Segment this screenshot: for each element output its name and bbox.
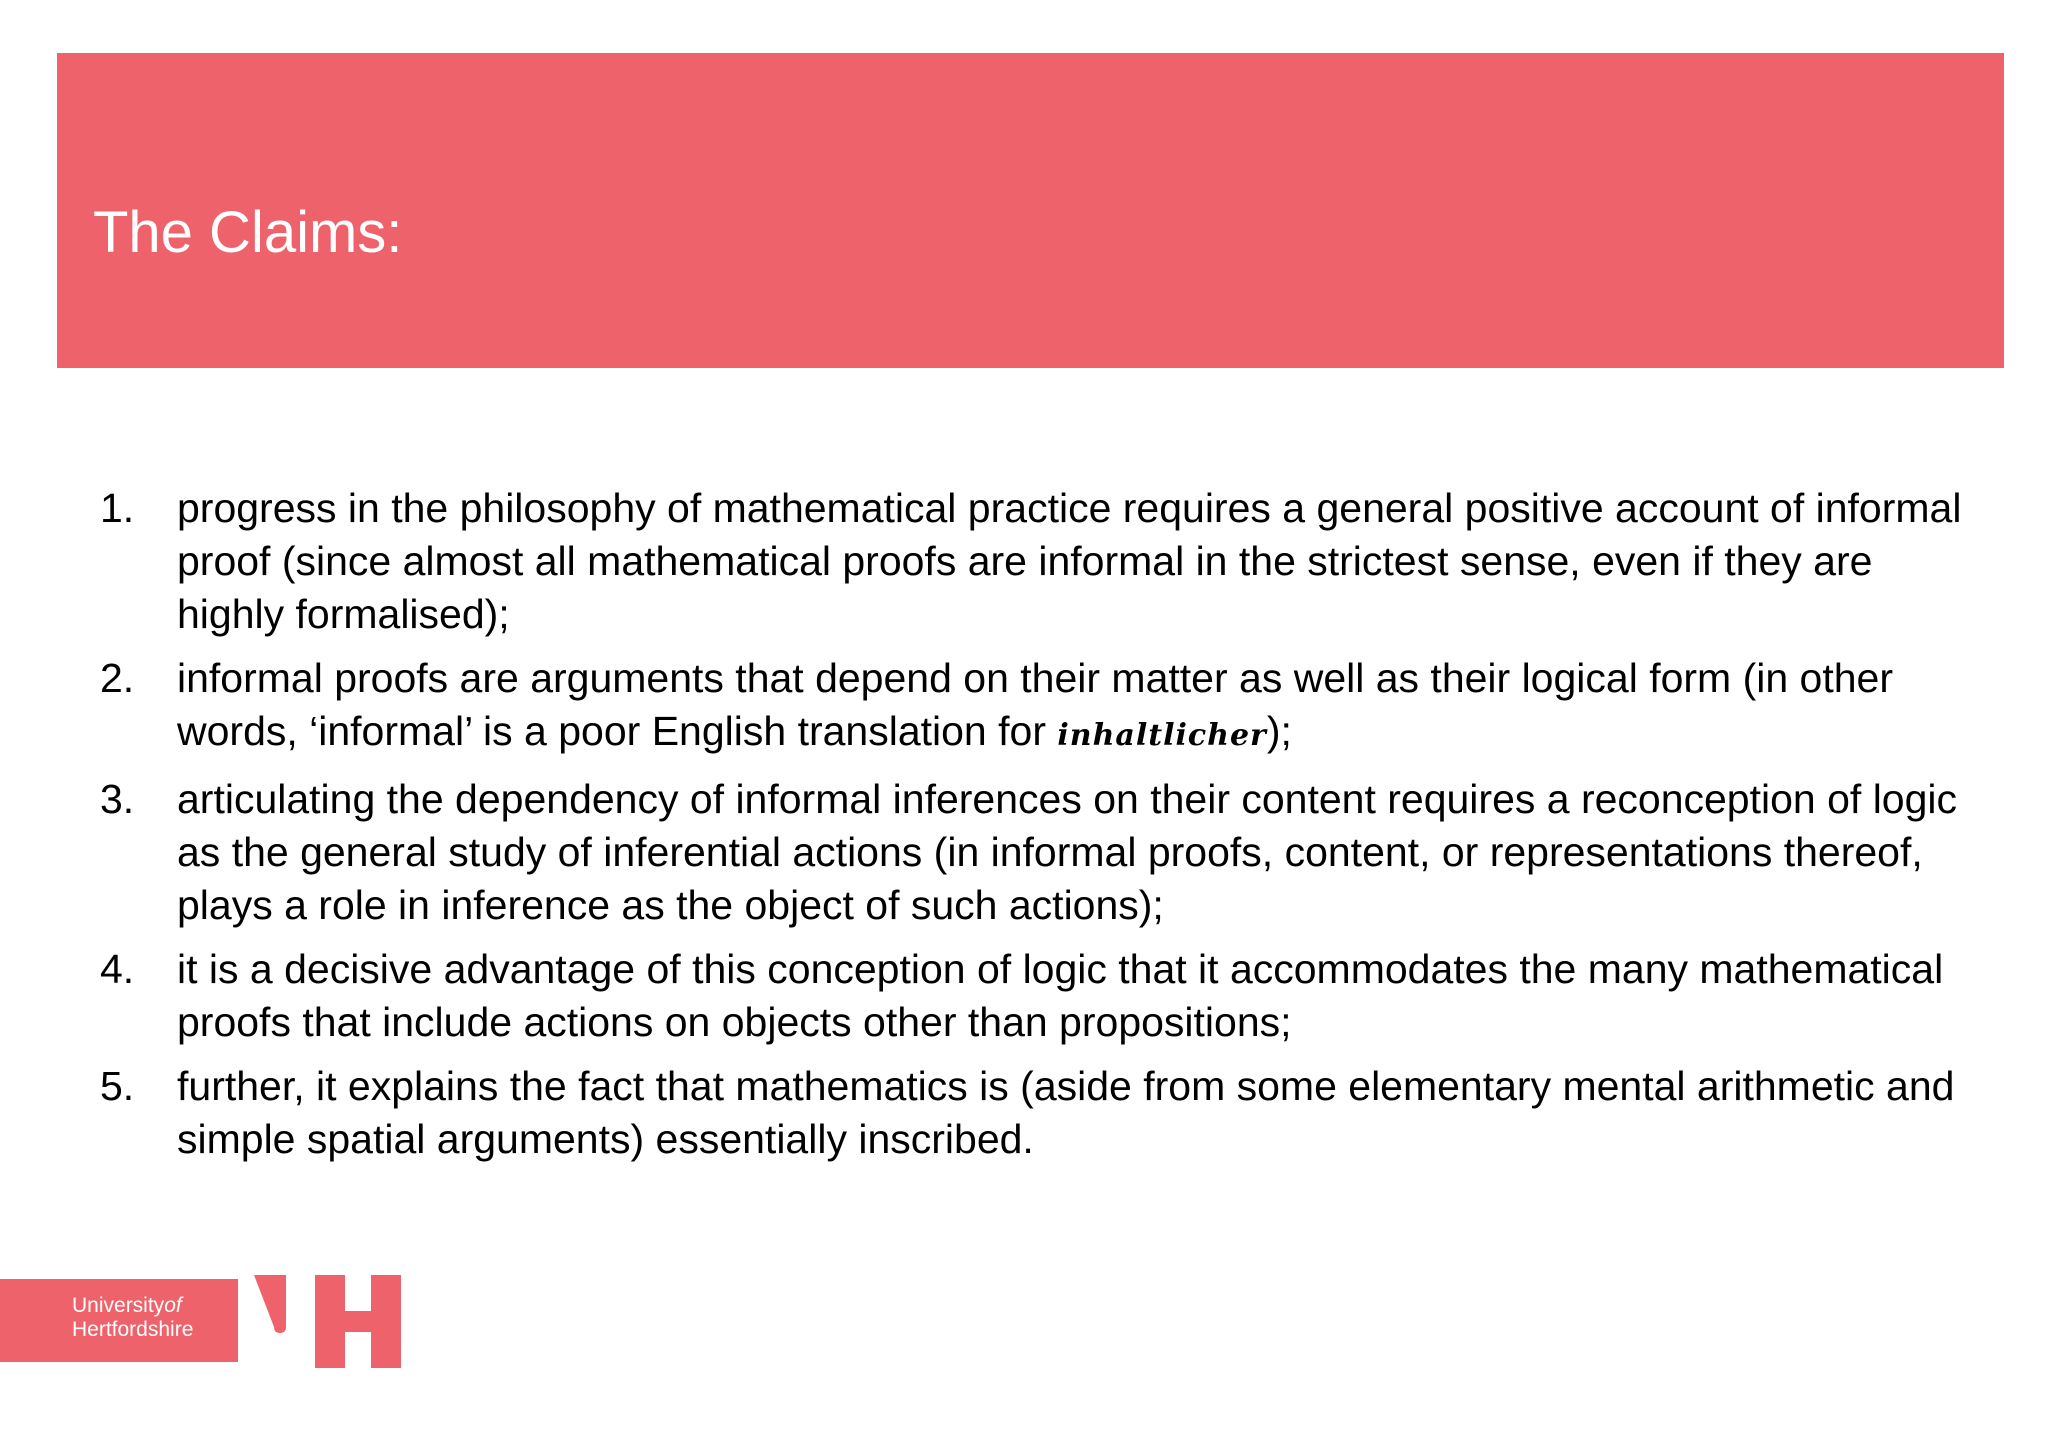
claim-item-3 bbox=[100, 773, 1980, 932]
claims-list bbox=[100, 482, 1980, 1177]
claim-text: informal proofs are arguments that depend on their matter as well as their logical form (in other words, ‘informal’ is a poor English translation for bbox=[177, 655, 1893, 754]
logo-university: University bbox=[72, 1294, 165, 1317]
claim-number: 1. bbox=[100, 485, 135, 531]
logo-line-1 bbox=[72, 1294, 193, 1318]
claim-text: further, it explains the fact that mathematics is (aside from some elementary mental arithmetic and simple spatial arguments) essentially inscribed. bbox=[177, 1063, 1955, 1162]
claim-item-4 bbox=[100, 943, 1980, 1049]
claim-number: 4. bbox=[100, 946, 135, 992]
logo-wordmark bbox=[72, 1294, 193, 1342]
uh-monogram-icon bbox=[236, 1275, 404, 1368]
claim-number: 2. bbox=[100, 655, 135, 701]
claim-text-suffix: ); bbox=[1266, 708, 1292, 754]
claim-text-wrapper bbox=[177, 652, 1980, 762]
claim-text: articulating the dependency of informal inferences on their content requires a reconception of logic as the general study of inferential actions (in informal proofs, content, or representations thereof, plays a role in inference as the object of such actions); bbox=[177, 776, 1958, 928]
german-term: inhaltlicher bbox=[1057, 718, 1267, 753]
claim-number: 3. bbox=[100, 776, 135, 822]
logo-of: of bbox=[164, 1294, 182, 1317]
university-logo bbox=[0, 1275, 404, 1368]
claim-item-2 bbox=[100, 652, 1980, 762]
claim-number: 5. bbox=[100, 1063, 135, 1109]
claim-item-1 bbox=[100, 482, 1980, 641]
claim-item-5 bbox=[100, 1060, 1980, 1166]
claim-text: it is a decisive advantage of this conception of logic that it accommodates the many mathematical proofs that include actions on objects other than propositions; bbox=[177, 946, 1944, 1045]
logo-line-2: Hertfordshire bbox=[72, 1318, 194, 1341]
claim-text: progress in the philosophy of mathematical practice requires a general positive account of informal proof (since almost all mathematical proofs are informal in the strictest sense, even if they are highly formalised); bbox=[177, 485, 1962, 637]
slide-title: The Claims: bbox=[93, 200, 403, 265]
